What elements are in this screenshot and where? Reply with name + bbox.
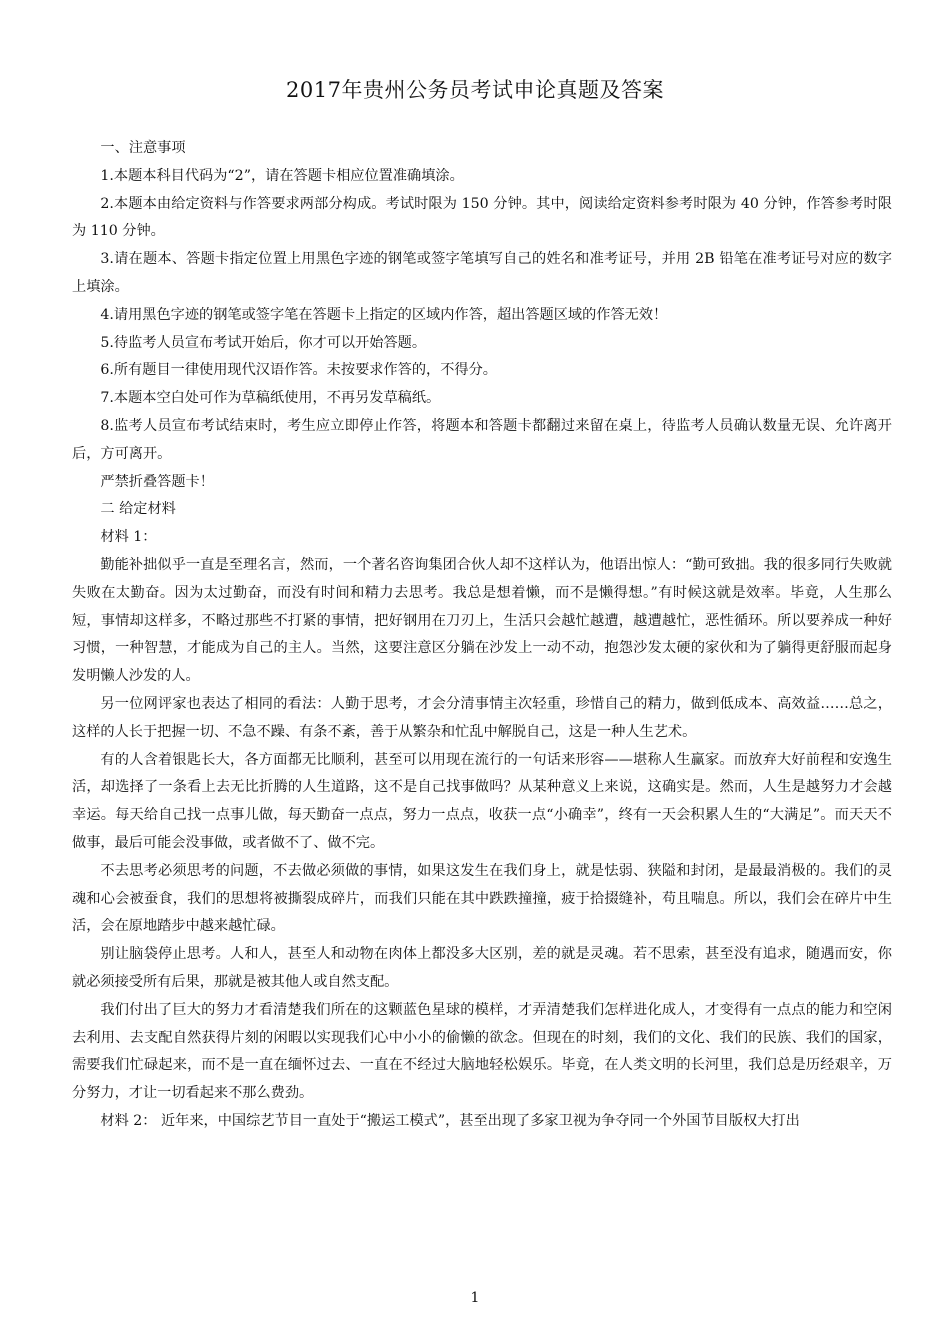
notice-item: 2.本题本由给定资料与作答要求两部分构成。考试时限为 150 分钟。其中，阅读给定资料参考时限为 40 分钟，作答参考时限为 110 分钟。 (72, 195, 892, 240)
document-title: 2017年贵州公务员考试申论真题及答案 (286, 78, 664, 102)
section-heading: 二 给定材料 (100, 501, 176, 518)
notice-item: 5.待监考人员宣布考试开始后，你才可以开始答题。 (100, 334, 427, 351)
page-number: 1 (470, 1290, 480, 1306)
warning-text: 严禁折叠答题卡！ (100, 473, 214, 490)
material-heading: 材料 1： (100, 529, 157, 546)
material-paragraph: 不去思考必须思考的问题，不去做必须做的事情，如果这发生在我们身上，就是怯弱、狭隘和封闭，是最最消极的。我们的灵魂和心会被蚕食，我们的思想将被撕裂成碎片，而我们只能在其中跌跌撞撞，疲于拾掇缝补，苟且喘息。所以，我们会在碎片中生活，会在原地踏步中越来越忙碌。 (72, 862, 892, 935)
material-paragraph: 材料 2： 近年来，中国综艺节目一直处于“搬运工模式”，甚至出现了多家卫视为争夺同一个外国节目版权大打出 (100, 1112, 800, 1129)
material-paragraph: 另一位网评家也表达了相同的看法：人勤于思考，才会分清事情主次轻重，珍惜自己的精力，做到低成本、高效益……总之，这样的人长于把握一切、不急不躁、有条不紊，善于从繁杂和忙乱中解脱自己，这是一种人生艺术。 (72, 695, 892, 740)
notice-item: 3.请在题本、答题卡指定位置上用黑色字迹的钢笔或签字笔填写自己的姓名和准考证号，并用 2B 铅笔在准考证号对应的数字上填涂。 (72, 251, 892, 295)
material-paragraph: 有的人含着银匙长大，各方面都无比顺利，甚至可以用现在流行的一句话来形容——堪称人生赢家。而放弃大好前程和安逸生活，却选择了一条看上去无比折腾的人生道路，这不是自己找事做吗？从某种意义上来说，这确实是。然而，人生是越努力才会越幸运。每天给自己找一点事儿做，每天勤奋一点点，努力一点点，收获一点“小确幸”，终有一天会积累人生的“大满足”。而天天不做事，最后可能会没事做，或者做不了、做不完。 (72, 751, 892, 851)
material-paragraph: 我们付出了巨大的努力才看清楚我们所在的这颗蓝色星球的模样，才弄清楚我们怎样进化成人，才变得有一点点的能力和空闲去利用、去支配自然获得片刻的闲暇以实现我们心中小小的偷懒的欲念。但现在的时刻，我们的文化、我们的民族、我们的国家，需要我们忙碌起来，而不是一直在缅怀过去、一直在不经过大脑地轻松娱乐。毕竟，在人类文明的长河里，我们总是历经艰辛，万分努力，才让一切看起来不那么费劲。 (72, 1001, 892, 1102)
notice-item: 6.所有题目一律使用现代汉语作答。未按要求作答的，不得分。 (100, 362, 497, 379)
material-paragraph: 别让脑袋停止思考。人和人，甚至人和动物在肉体上都没多大区别，差的就是灵魂。若不思索，甚至没有追求，随遇而安，你就必须接受所有后果，那就是被其他人或自然支配。 (72, 946, 892, 990)
material-paragraph: 勤能补拙似乎一直是至理名言，然而，一个著名咨询集团合伙人却不这样认为，他语出惊人：“勤可致拙。我的很多同行失败就失败在太勤奋。因为太过勤奋，而没有时间和精力去思考。我总是想着懒，而不是懒得想。”有时候这就是效率。毕竟，人生那么短，事情却这样多，不略过那些不打紧的事情，把好钢用在刀刃上，生活只会越忙越遭，越遭越忙，恶性循环。所以要养成一种好习惯，一种智慧，才能成为自己的主人。当然，这要注意区分躺在沙发上一动不动，抱怨沙发太硬的家伙和为了躺得更舒服而起身发明懒人沙发的人。 (72, 556, 892, 685)
notice-item: 4.请用黑色字迹的钢笔或签字笔在答题卡上指定的区域内作答，超出答题区域的作答无效！ (100, 306, 668, 323)
section-heading: 一、注意事项 (100, 140, 186, 156)
notice-item: 1.本题本科目代码为“2”，请在答题卡相应位置准确填涂。 (100, 167, 464, 184)
notice-item: 8.监考人员宣布考试结束时，考生应立即停止作答，将题本和答题卡都翻过来留在桌上，待监考人员确认数量无误、允许离开后，方可离开。 (72, 417, 892, 462)
notice-item: 7.本题本空白处可作为草稿纸使用，不再另发草稿纸。 (100, 390, 441, 407)
document-body (72, 135, 892, 1136)
